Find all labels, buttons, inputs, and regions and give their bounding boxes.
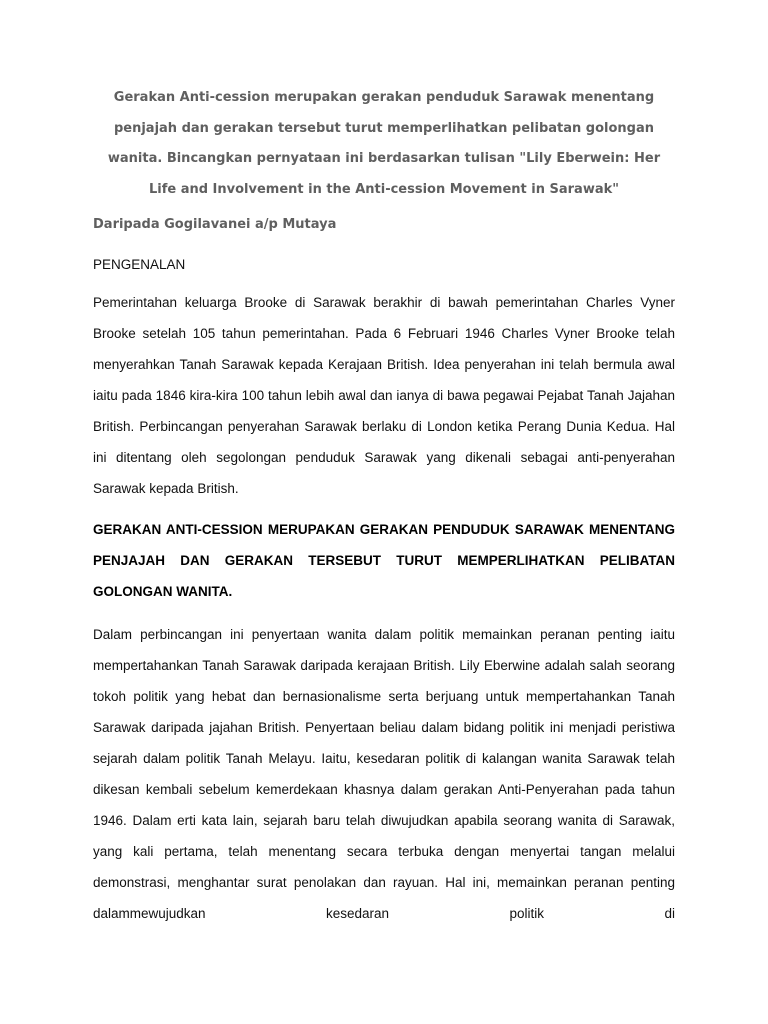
section-heading: GERAKAN ANTI-CESSION MERUPAKAN GERAKAN PENDUDUK SARAWAK MENENTANG PENJAJAH DAN GERAKAN TERSEBUT TURUT MEMPERLIHATKAN PELIBATAN GOLONGAN WANITA.	[93, 522, 675, 599]
author-line: Daripada Gogilavanei a/p Mutaya	[93, 217, 337, 232]
intro-heading: PENGENALAN	[93, 257, 186, 272]
intro-paragraph: Pemerintahan keluarga Brooke di Sarawak berakhir di bawah pemerintahan Charles Vyner Brooke setelah 105 tahun pemerintahan. Pada 6 Februari 1946 Charles Vyner Brooke telah menyerahkan Tanah Sarawak kepada Kerajaan British. Idea penyerahan ini telah bermula awal iaitu pada 1846 kira-kira 100 tahun lebih awal dan ianya di bawa pegawai Pejabat Tanah Jajahan British. Perbincangan penyerahan Sarawak berlaku di London ketika Perang Dunia Kedua. Hal ini ditentang oleh segolongan penduduk Sarawak yang dikenali sebagai anti-penyerahan Sarawak kepada British.	[93, 295, 675, 496]
document-title: Gerakan Anti-cession merupakan gerakan penduduk Sarawak menentang penjajah dan gerakan tersebut turut memperlihatkan pelibatan golongan wanita. Bincangkan pernyataan ini berdasarkan tulisan "Lily Eberwein: Her Life and Involvement in the Anti-cession Movement in Sarawak"	[107, 90, 661, 197]
section-paragraph: Dalam perbincangan ini penyertaan wanita dalam politik memainkan peranan penting iaitu mempertahankan Tanah Sarawak daripada kerajaan British. Lily Eberwine adalah salah seorang tokoh politik yang hebat dan bernasionalisme serta berjuang untuk mempertahankan Tanah Sarawak daripada jajahan British. Penyertaan beliau dalam bidang politik ini menjadi peristiwa sejarah dalam politik Tanah Melayu. Iaitu, kesedaran politik di kalangan wanita Sarawak telah dikesan kembali sebelum kemerdekaan khasnya dalam gerakan Anti-Penyerahan pada tahun 1946. Dalam erti kata lain, sejarah baru telah diwujudkan apabila seorang wanita di Sarawak, yang kali pertama, telah menentang secara terbuka dengan menyertai tangan melalui demonstrasi, menghantar surat penolakan dan rayuan. Hal ini, memainkan peranan penting dalammewujudkan kesedaran politik di	[93, 627, 675, 921]
document-page	[93, 83, 675, 929]
